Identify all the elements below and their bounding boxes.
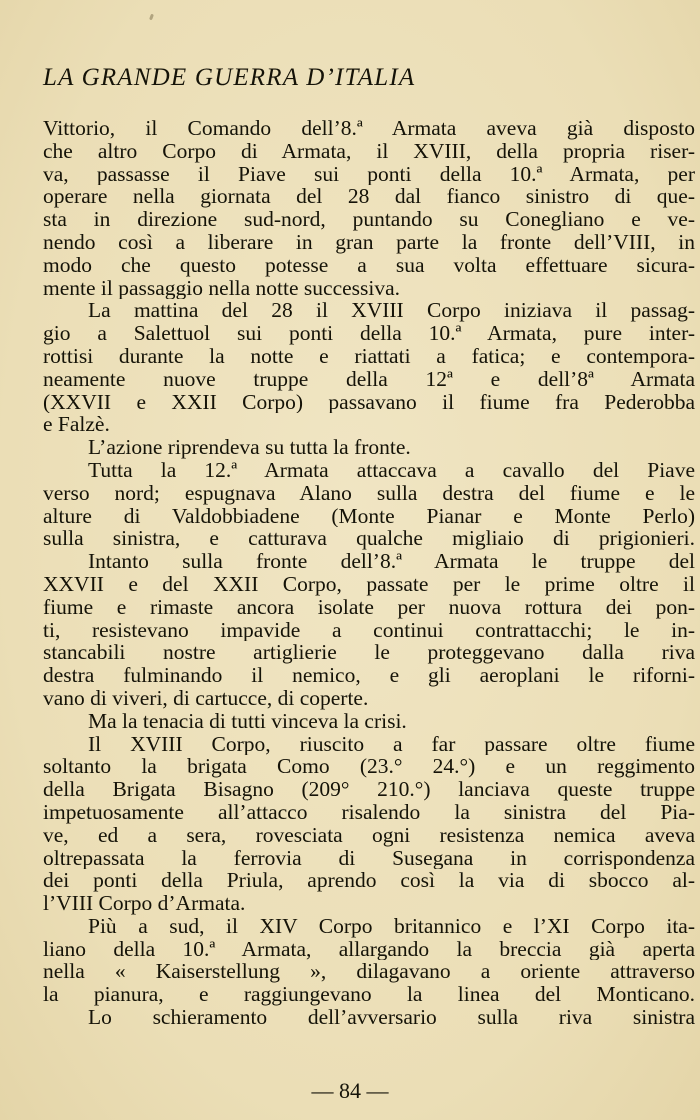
- text-line: nella « Kaiserstellung », dilagavano a oriente attraverso: [43, 960, 695, 984]
- text-line: l’VIII Corpo d’Armata.: [43, 892, 246, 915]
- text-line: destra fulminando il nemico, e gli aeroplani le riforni-: [43, 664, 695, 687]
- text-line: neamente nuove truppe della 12ª e dell’8ª Armata: [43, 367, 695, 391]
- text-line: la pianura, e raggiungevano la linea del Monticano.: [43, 983, 695, 1007]
- text-line: stancabili nostre artiglierie le proteggevano dalla riva: [43, 641, 695, 665]
- text-line: XXVII e del XXII Corpo, passate per le prime oltre il: [43, 572, 695, 596]
- text-line: L’azione riprendeva su tutta la fronte.: [88, 436, 411, 459]
- text-line: va, passasse il Piave sui ponti della 10.ª Armata, per: [43, 162, 695, 186]
- text-line: alture di Valdobbiadene (Monte Pianar e Monte Perlo): [43, 504, 695, 528]
- text-line: vano di viveri, di cartucce, di coperte.: [43, 686, 369, 710]
- text-line: rottisi durante la notte e riattati a fatica; e contempora-: [43, 344, 695, 368]
- text-line: Vittorio, il Comando dell’8.ª Armata aveva già disposto: [43, 117, 695, 140]
- text-line: liano della 10.ª Armata, allargando la breccia già aperta: [43, 937, 695, 961]
- text-line: soltanto la brigata Como (23.° 24.°) e un reggimento: [43, 755, 695, 779]
- text-line: Intanto sulla fronte dell’8.ª Armata le truppe del: [88, 550, 695, 573]
- text-line: della Brigata Bisagno (209° 210.°) lanciava queste truppe: [43, 778, 695, 801]
- text-line: sta in direzione sud-nord, puntando su Conegliano e ve-: [43, 208, 695, 231]
- text-line: sulla sinistra, e catturava qualche migliaio di prigionieri.: [43, 527, 695, 551]
- text-line: La mattina del 28 il XVIII Corpo iniziava il passag-: [88, 299, 695, 323]
- text-line: oltrepassata la ferrovia di Susegana in corrispondenza: [43, 846, 695, 870]
- text-line: dei ponti della Priula, aprendo così la via di sbocco al-: [43, 869, 695, 893]
- text-line: nendo così a liberare in gran parte la fronte dell’VIII, in: [43, 230, 695, 254]
- text-line: modo che questo potesse a sua volta effettuare sicura-: [43, 253, 695, 277]
- text-line: operare nella giornata del 28 dal fianco sinistro di que-: [43, 185, 695, 209]
- paper-speck: [149, 14, 154, 21]
- text-line: Il XVIII Corpo, riuscito a far passare oltre fiume: [88, 732, 695, 756]
- running-title: LA GRANDE GUERRA D’ITALIA: [43, 64, 416, 91]
- text-line: gio a Salettuol sui ponti della 10.ª Armata, pure inter-: [43, 322, 695, 345]
- page-number: — 84 —: [311, 1078, 389, 1103]
- text-line: mente il passaggio nella notte successiva.: [43, 276, 401, 300]
- text-line: che altro Corpo di Armata, il XVIII, della propria riser-: [43, 139, 695, 163]
- text-line: Lo schieramento dell’avversario sulla riva sinistra: [88, 1006, 695, 1029]
- text-line: (XXVII e XXII Corpo) passavano il fiume fra Pederobba: [43, 390, 695, 414]
- text-line: verso nord; espugnava Alano sulla destra del fiume e le: [43, 481, 695, 505]
- text-line: Più a sud, il XIV Corpo britannico e l’XI Corpo ita-: [88, 914, 695, 938]
- text-line: fiume e rimaste ancora isolate per nuova rottura dei pon-: [43, 595, 695, 619]
- text-line: e Falzè.: [43, 413, 110, 437]
- text-line: Ma la tenacia di tutti vinceva la crisi.: [88, 709, 407, 733]
- body-text: [43, 117, 695, 1029]
- text-line: impetuosamente all’attacco risalendo la sinistra del Pia-: [43, 800, 695, 824]
- text-line: Tutta la 12.ª Armata attaccava a cavallo del Piave: [88, 458, 695, 482]
- text-line: ve, ed a sera, rovesciata ogni resistenza nemica aveva: [43, 823, 695, 847]
- text-line: ti, resistevano impavide a continui contrattacchi; le in-: [43, 618, 695, 642]
